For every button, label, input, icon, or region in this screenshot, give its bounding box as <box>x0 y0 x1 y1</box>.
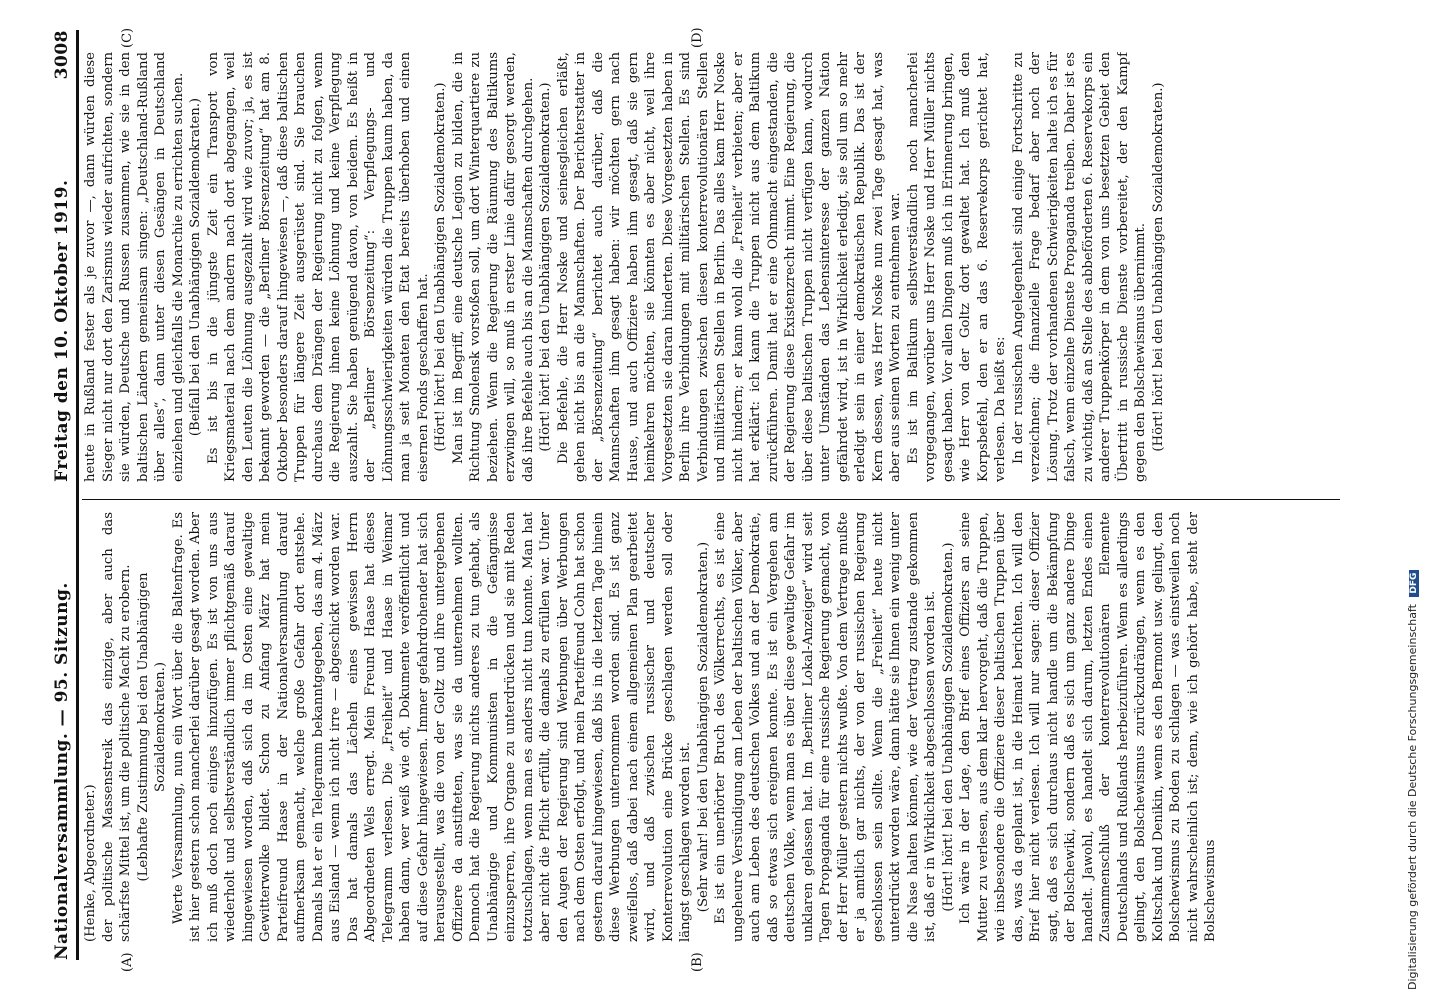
paragraph: Die Befehle, die Herr Noske und seinesgleichen erläßt, gehen nicht bis an die Mannschaften. Der Berichterstatter in der „Börsenzeitung“ berichtet auch darüber, daß die Mannschaften ihm gesagt haben: wir möchten gern nach Hause, und auch Offiziere haben ihm gesagt, daß sie gern heimkehren möchten, sie könnten es aber nicht, weil ihre Vorgesetzten sie daran hinderten. Diese Vorgesetzten haben in Berlin ihre Verbindungen mit militärischen Stellen. Es sind Verbindungen zwischen diesen konterrevolutionären Stellen und militärischen Stellen in Berlin. Das alles kam Herr Noske nicht hindern; er kann wohl die „Freiheit“ verbieten; aber er hat erklärt: ich kann die Truppen nicht aus dem Baltikum zurückführen. Damit hat er eine Ohnmacht eingestanden, die der Regierung diese Existenzrecht nimmt. Eine Regierung, die über diese baltischen Truppen nicht verfügen kann, wodurch unter Umständen das Lebensinteresse der ganzen Nation gefährdet wird, ist in Wirklichkeit erledigt, sie soll um so mehr erledigt sein in einer demokratischen Republik. Das ist der Kern dessen, was Herr Noske nun zwei Tage gesagt hat, was aber aus seinen Worten zu entnehmen war. <box>555 52 903 482</box>
header-rule <box>76 30 79 960</box>
paragraph: (Hört! hört! bei den Unabhängigen Sozialdemokraten.) <box>538 82 553 452</box>
paragraph: Werte Versammlung, nun ein Wort über die Baltenfrage. Es ist hier gestern schon mancherlei darüber gesagt worden. Aber ich muß doch noch einiges hinzufügen. Es ist von uns aus wiederholt und selbstverständlich immer pflichtgemäß darauf hingewiesen worden, daß sich da im Osten eine gewaltige Gewitterwolke bildet. Schon zu Anfang März hat mein Parteifreund Haase in der Nationalversammlung darauf aufmerksam gemacht, welche große Gefahr dort entstehe. Damals hat er ein Telegramm bekanntgegeben, das am 4. März aus Eisland — wenn ich nicht irre — abgeschickt worden war. Das hat damals das Lächeln eines gewissen Herrn Abgeordneten Wels erregt. Mein Freund Haase hat dieses Telegramm verlesen. Die „Freiheit“ und Haase in Weimar haben dann, wer weiß wie oft, Dokumente veröffentlicht und auf diese Gefahr hingewiesen. Immer gefahrdrohender hat sich herausgestellt, was die von der Goltz und ihre untergebenen Offiziere da anstifteten, was sie da unternehmen wollten. Dennoch hat die Regierung nichts anderes zu tun gehabt, als Unabhängige und Kommunisten in die Gefängnisse einzusperren, ihre Organe zu unterdrücken und sie mit Reden totzuschlagen, wenn man es anders nicht tun konnte. Man hat aber nicht die Pflicht erfüllt, die damals zu erfüllen war. Unter den Augen der Regierung sind Werbungen über Werbungen nach dem Osten erfolgt, und mein Parteifreund Cohn hat schon gestern darauf hingewiesen, daß bis in die letzten Tage hinein diese Werbungen unternommen worden sind. Es ist ganz zweifellos, daß dabei nach einem allgemeinen Plan gearbeitet wird, und daß zwischen russischer und deutscher Konterrevolution eine Brücke geschlagen werden soll oder längst geschlagen worden ist. <box>170 512 693 942</box>
right-column <box>82 52 1340 482</box>
credit-text: Digitalisierung gefördert durch die Deutsche Forschungsgemeinschaft <box>1406 604 1419 990</box>
paragraph: (Beifall bei den Unabhängigen Sozialdemokraten.) <box>188 97 203 437</box>
paragraph: heute in Rußland fester als je zuvor —, dann würden diese Sieger nicht nur dort den Zarismus wieder aufrichten, sondern sie würden, Deutsche und Russen zusammen, wie sie in den baltischen Ländern gemeinsam singen: „Deutschland-Rußland über alles“, dann unter diesen Gesängen in Deutschland einziehen und gleichfalls die Monarchie zu errichten suchen. <box>83 52 186 482</box>
paragraph: In der russischen Angelegenheit sind einige Fortschritte zu verzeichnen; die finanzielle Frage bedarf aber noch der Lösung. Trotz der vorhandenen Schwierigkeiten halte ich es für falsch, wenn einzelne Dienste Propaganda treiben. Daher ist es zu wichtig, daß an Stelle des abbeförderten 6. Reservekorps ein anderer Truppenkörper in dem von uns besetzten Gebiet den Übertritt in russische Dienste vorbereitet, der den Kampf gegen den Bolschewismus übernimmt. <box>1010 52 1148 482</box>
paragraph: (Hört! hört! bei den Unabhängigen Sozialdemokraten.) <box>1150 82 1166 452</box>
header-date: Freitag den 10. Oktober 1919. <box>52 179 72 482</box>
margin-mark-c: (C) <box>120 27 135 48</box>
paragraph: (Henke, Abgeordneter.) <box>83 784 98 942</box>
paragraph: Es ist im Baltikum selbstverständlich noch mancherlei vorgegangen, worüber uns Herr Noske und Herr Müller nichts gesagt haben. Vor allen Dingen muß ich in Erinnerung bringen, wie Herr von der Goltz dort gewaltet hat. Ich muß den Korpsbefehl, den er an das 6. Reservekorps gerichtet hat, verlesen. Da heißt es: <box>905 52 1008 482</box>
paragraph: Es ist bis in die jüngste Zeit ein Transport von Kriegsmaterial nach dem andern nach dort abgegangen, weil den Leuten die Löhnung ausgezahlt wird wie zuvor; ja, es ist bekannt geworden — die „Berliner Börsenzeitung“ hat am 8. Oktober besonders darauf hingewiesen —, daß diese baltischen Truppen für längere Zeit ausgerüstet sind. Sie brauchen durchaus dem Drängen der Regierung nicht zu folgen, wenn die Regierung ihnen keine Löhnung und keine Verpflegung auszahlt. Sie haben genügend davon, von beidem. Es heißt in der „Berliner Börsenzeitung“: Verpflegungs- und Löhnungsschwierigkeiten würden die Truppen kaum haben, da man ja seit Monaten den Etat bereits überhoben und einen eisernen Fonds geschaffen hat. <box>205 52 431 482</box>
margin-mark-b: (B) <box>690 952 705 972</box>
paragraph: Es ist ein unerhörter Bruch des Völkerrechts, es ist eine ungeheure Versündigung am Leben der baltischen Völker, aber auch am Leben des deutschen Volkes und an der Demokratie, daß so etwas sich ereignen konnte. Es ist ein Vergehen am deutschen Volke, wenn man es über diese gewaltige Gefahr im unklaren gelassen hat. Im „Berliner Lokal-Anzeiger“ wird seit Tagen Propaganda für eine russische Regierung gemacht, von der Herr Müller gestern nichts wußte. Von dem Vertrage mußte er ja amtlich gar nichts, der von der russischen Regierung geschlossen sein sollte. Wenn die „Freiheit“ heute nicht unterdrückt worden wäre, dann hätte sie Ihnen ein wenig unter die Nase halten können, wie der Vertrag zustande gekommen ist, daß er in Wirklichkeit abgeschlossen worden ist. <box>713 512 938 942</box>
margin-mark-a: (A) <box>120 952 135 972</box>
digitization-credit <box>1406 10 1428 990</box>
paragraph: Ich wäre in der Lage, den Brief eines Offiziers an seine Mutter zu verlesen, aus dem klar hervorgeht, daß die Truppen, wie insbesondere die Offiziere dieser baltischen Truppen über das, was da geplant ist, in die Heimat berichten. Ich will den Brief hier nicht verlesen. Ich will nur sagen: dieser Offizier sagt, daß es sich durchaus nicht handle um die Bekämpfung der Bolschewiki, sondern daß es sich um ganz andere Dinge handelt. Jawohl, es handelt sich darum, letzten Endes einen Zusammenschluß der konterrevolutionären Elemente Deutschlands und Rußlands herbeizuführen. Wenn es allerdings gelingt, den Bolschewismus zurückzudrängen, wenn es den Koltschak und Denikin, wenn es den Bermont usw. gelingt, den Bolschewismus zu Boden zu schlagen — was einstweilen noch nicht wahrscheinlich ist; denn, wie ich gehört habe, steht der Bolschewismus <box>958 512 1218 942</box>
dfg-logo: DFG <box>1409 570 1419 597</box>
paragraph: (Hört! hört! bei den Unabhängigen Sozialdemokraten.) <box>940 542 956 912</box>
margin-mark-d: (D) <box>690 27 705 48</box>
paragraph: (Sehr wahr! bei den Unabhängigen Sozialdemokraten.) <box>695 541 711 913</box>
paragraph: (Lebhafte Zustimmung bei den Unabhängigen Sozialdemokraten.) <box>135 572 168 882</box>
paragraph: der politische Massenstreik das einzige, aber auch das schärfste Mittel ist, um die politische Macht zu erobern. <box>100 512 133 942</box>
paragraph: (Hört! hört! bei den Unabhängigen Sozialdemokraten.) <box>433 82 448 452</box>
page-number: 3008 <box>52 30 72 80</box>
left-column <box>82 512 1340 942</box>
column-divider <box>82 499 1340 500</box>
header-left: Nationalversammlung. — 95. Sitzung. <box>52 582 72 960</box>
page-header <box>46 30 72 960</box>
paragraph: Man ist im Begriff, eine deutsche Legion zu bilden, die in Richtung Smolensk vorstoßen soll, um dort Winterquartiere zu beziehen. Wenn die Regierung die Räumung des Baltikums erzwingen will, so muß in erster Linie dafür gesorgt werden, daß ihre Befehle auch bis an die Mannschaften durchgehen. <box>450 52 536 482</box>
